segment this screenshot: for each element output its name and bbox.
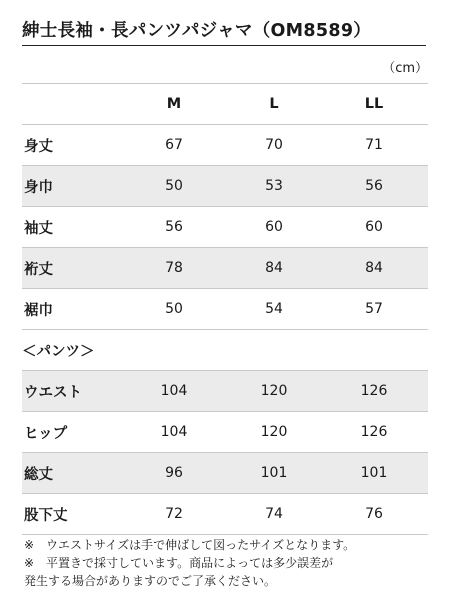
row-label: 裄丈 [24, 261, 53, 278]
value-cell: 60 [265, 219, 283, 235]
value-cell: 74 [265, 506, 283, 522]
value-cell: 101 [360, 465, 388, 481]
pants-section-row [22, 330, 428, 370]
footnote-line: ※ 平置きで採寸しています。商品によっては多少誤差が [24, 556, 334, 570]
value-cell: 57 [365, 301, 383, 317]
row-label: 身巾 [24, 179, 53, 196]
row-label: 総丈 [24, 466, 53, 483]
table-row [22, 165, 428, 206]
value-cell: 104 [160, 424, 188, 440]
value-cell: 50 [165, 301, 183, 317]
unit-label: （cm） [382, 61, 428, 76]
table-row [22, 206, 428, 247]
table-row [22, 288, 428, 330]
column-header-m: M [166, 96, 182, 112]
value-cell: 84 [265, 260, 283, 276]
footnote-line: ※ ウエストサイズは手で伸ばして図ったサイズとなります。 [24, 538, 356, 552]
value-cell: 50 [165, 178, 183, 194]
value-cell: 96 [165, 465, 183, 481]
pants-section-label: ＜パンツ＞ [22, 343, 95, 360]
row-label: 股下丈 [24, 507, 68, 524]
value-cell: 71 [365, 137, 383, 153]
table-row [22, 493, 428, 535]
value-cell: 54 [265, 301, 283, 317]
size-table [22, 83, 428, 535]
value-cell: 126 [360, 424, 388, 440]
row-label: 裾巾 [24, 302, 53, 319]
page-title: 紳士長袖・長パンツパジャマ（OM8589） [22, 20, 426, 46]
table-row [22, 411, 428, 452]
value-cell: 120 [260, 424, 288, 440]
value-cell: 126 [360, 383, 388, 399]
row-label: 身丈 [24, 138, 53, 155]
footnote-line: 発生する場合がありますのでご了承ください。 [24, 574, 277, 588]
table-row [22, 124, 428, 165]
footnotes [24, 536, 434, 590]
value-cell: 56 [365, 178, 383, 194]
column-header-ll: LL [364, 96, 384, 112]
value-cell: 78 [165, 260, 183, 276]
table-header-row [22, 83, 428, 124]
value-cell: 53 [265, 178, 283, 194]
value-cell: 76 [365, 506, 383, 522]
row-label: ヒップ [24, 425, 68, 442]
value-cell: 84 [365, 260, 383, 276]
table-row [22, 452, 428, 493]
value-cell: 70 [265, 137, 283, 153]
column-header-l: L [269, 96, 279, 112]
value-cell: 101 [260, 465, 288, 481]
row-label: ウエスト [24, 384, 82, 401]
value-cell: 72 [165, 506, 183, 522]
value-cell: 56 [165, 219, 183, 235]
table-row [22, 247, 428, 288]
value-cell: 104 [160, 383, 188, 399]
value-cell: 60 [365, 219, 383, 235]
value-cell: 67 [165, 137, 183, 153]
table-row [22, 370, 428, 411]
value-cell: 120 [260, 383, 288, 399]
row-label: 袖丈 [24, 220, 53, 237]
